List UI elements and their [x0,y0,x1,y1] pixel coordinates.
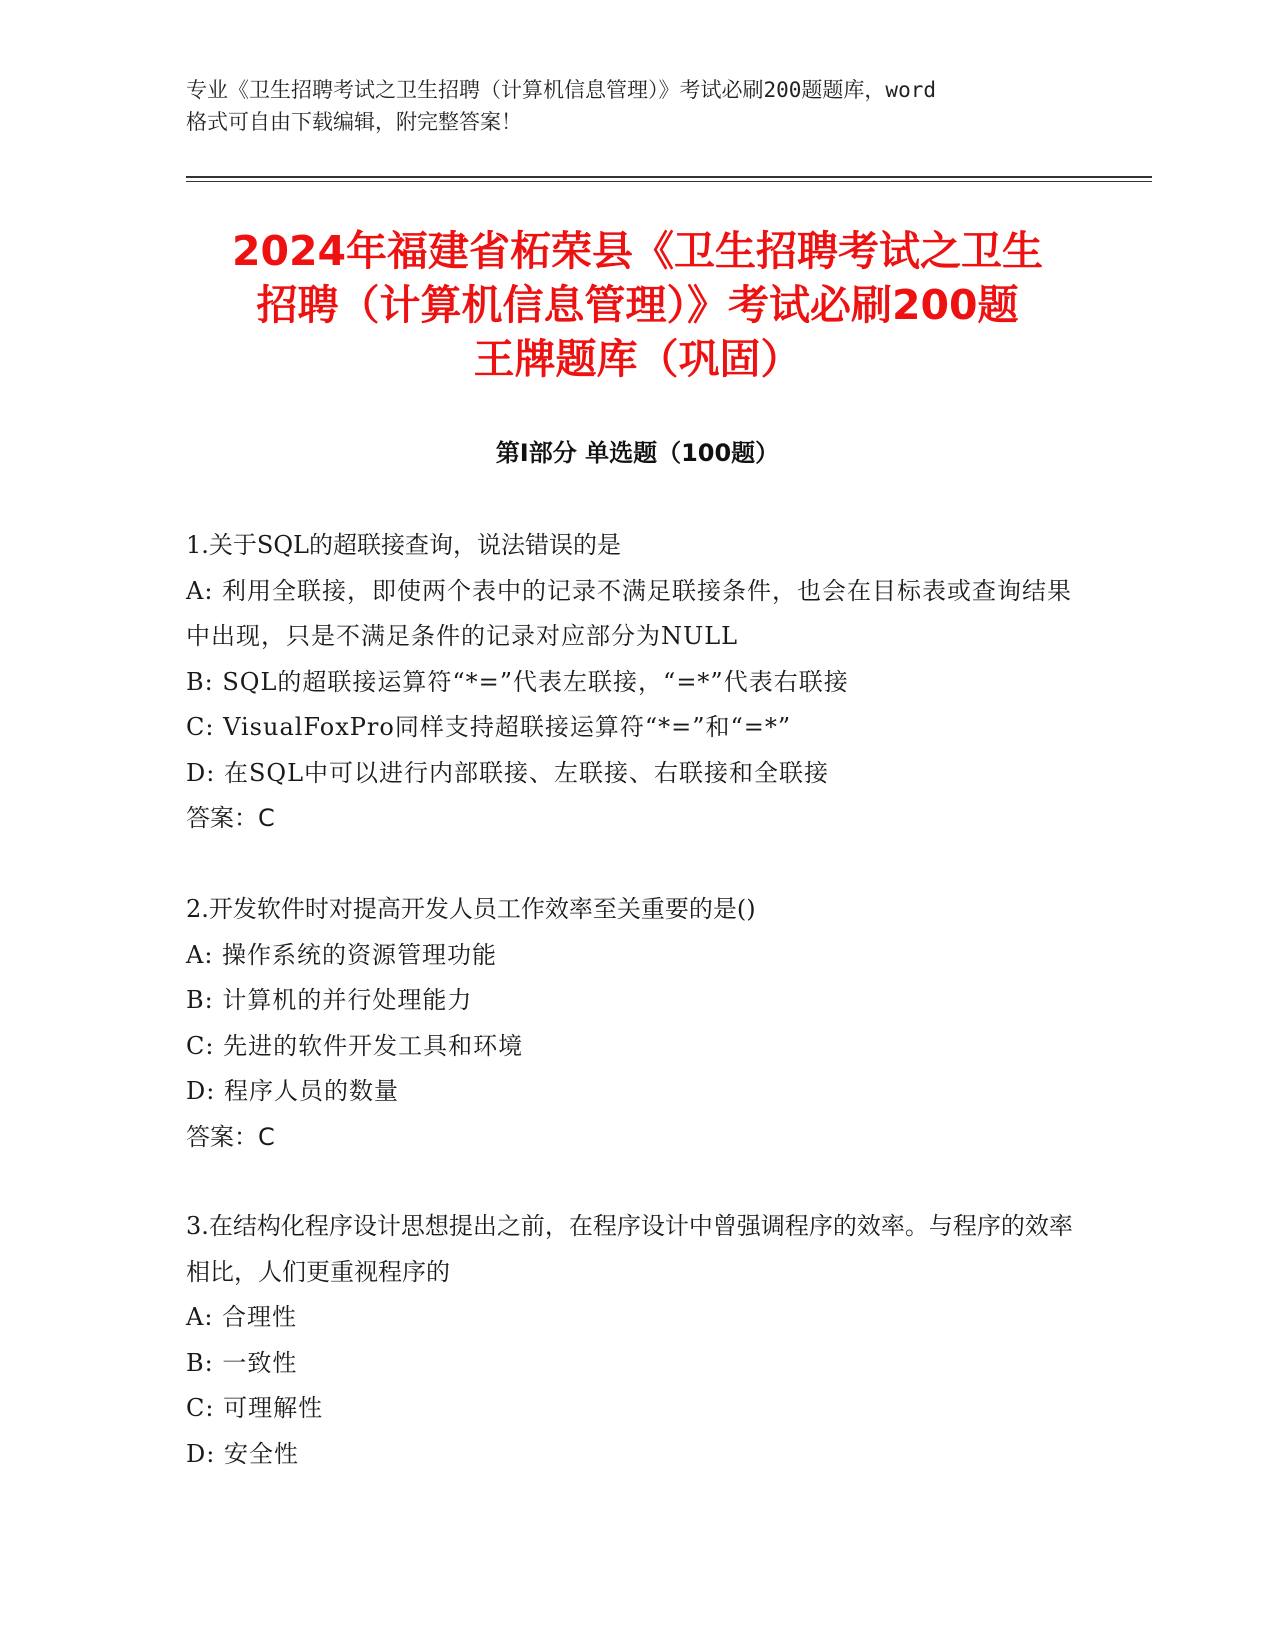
section-heading: 第Ⅰ部分 单选题（100题） [495,439,780,467]
option-d: D: 在SQL中可以进行内部联接、左联接、右联接和全联接 [186,758,830,787]
question-2 [186,887,1086,1160]
title-line-3: 王牌题库（巩固） [473,335,802,383]
question-stem: 3.在结构化程序设计思想提出之前，在程序设计中曾强调程序的效率。与程序的效率相比，人们更重视程序的 [186,1212,1073,1286]
option-b: B: SQL的超联接运算符“*=”代表左联接，“=*”代表右联接 [186,667,849,696]
option-a: A: 利用全联接，即使两个表中的记录不满足联接条件，也会在目标表或查询结果中出现，只是不满足条件的记录对应部分为NULL [186,576,1073,650]
option-d: D: 安全性 [186,1439,299,1468]
answer: 答案：C [186,804,275,832]
question-stem: 2.开发软件时对提高开发人员工作效率至关重要的是() [186,895,756,923]
header-divider [186,176,1152,182]
header-note-line-1: 专业《卫生招聘考试之卫生招聘（计算机信息管理）》考试必刷200题题库，word [186,78,936,102]
header-note-line-2: 格式可自由下载编辑，附完整答案！ [186,110,522,134]
option-b: B: 计算机的并行处理能力 [186,986,473,1014]
option-b: B: 一致性 [186,1348,298,1377]
option-a: A: 操作系统的资源管理功能 [186,940,498,969]
question-3 [186,1204,1086,1477]
title-line-2: 招聘（计算机信息管理）》考试必刷200题 [256,281,1019,329]
answer: 答案：C [186,1122,275,1151]
option-c: C: 先进的软件开发工具和环境 [186,1031,524,1060]
option-c: C: 可理解性 [186,1394,324,1422]
option-a: A: 合理性 [186,1303,298,1331]
question-1 [186,523,1086,842]
header-note [186,74,1086,138]
document-title [150,224,1125,386]
question-stem: 1.关于SQL的超联接查询，说法错误的是 [186,531,621,559]
option-c: C: VisualFoxPro同样支持超联接运算符“*=”和“=*” [186,713,792,741]
title-line-1: 2024年福建省柘荣县《卫生招聘考试之卫生 [231,227,1044,275]
option-d: D: 程序人员的数量 [186,1077,399,1105]
